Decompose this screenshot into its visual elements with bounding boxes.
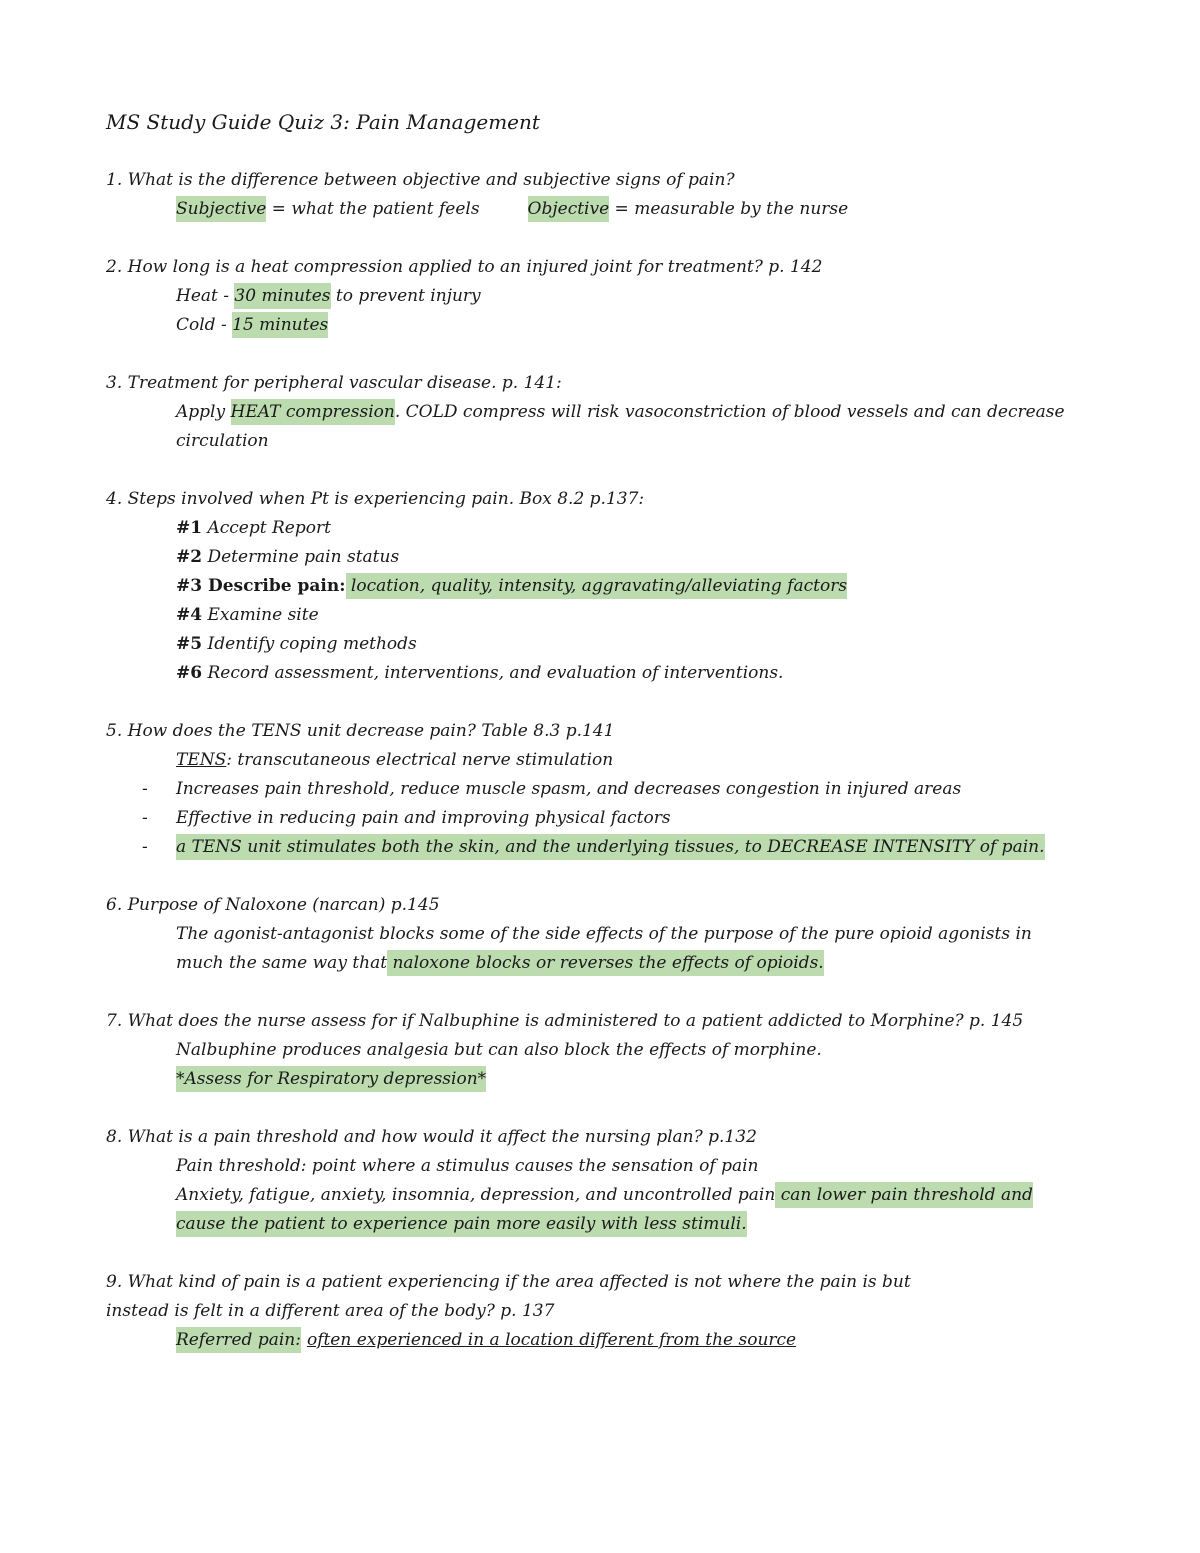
question-7: 7. What does the nurse assess for if Nalbuphine is administered to a patient addicted to Morphine? p. 145 — [106, 1011, 1024, 1031]
question-3: 3. Treatment for peripheral vascular disease. p. 141: — [106, 373, 562, 393]
cold-prefix: Cold - — [176, 315, 233, 335]
dash-bullet: - — [142, 779, 148, 799]
question-8: 8. What is a pain threshold and how would it affect the nursing plan? p.132 — [106, 1127, 757, 1147]
apply-text: Apply — [176, 402, 231, 422]
answer-7-line2 — [106, 1065, 1096, 1094]
dash-bullet: - — [142, 808, 148, 828]
question-9: 9. What kind of pain is a patient experiencing if the area affected is not where the pain is but — [106, 1272, 911, 1292]
step-number: #2 — [176, 547, 203, 567]
bullet-text: Increases pain threshold, reduce muscle spasm, and decreases congestion in injured areas — [176, 779, 962, 799]
step-text: Identify coping methods — [202, 634, 417, 654]
step-4 — [106, 601, 1096, 630]
answer-1 — [106, 195, 1096, 224]
highlight-threshold: can lower pain threshold and — [775, 1182, 1033, 1208]
question-6: 6. Purpose of Naloxone (narcan) p.145 — [106, 895, 440, 915]
step-number: #4 — [176, 605, 203, 625]
highlight-heat-compression: HEAT compression — [231, 399, 395, 425]
step-1 — [106, 514, 1096, 543]
step-6 — [106, 659, 1096, 688]
step-number: #6 — [176, 663, 203, 683]
list-item — [106, 775, 1096, 804]
step-label: Describe pain: — [202, 576, 346, 596]
dash-bullet: - — [142, 837, 148, 857]
bullet-text: Effective in reducing pain and improving physical factors — [176, 808, 671, 828]
highlight-subjective: Subjective — [176, 196, 266, 222]
document-body — [106, 104, 1096, 1355]
step-5 — [106, 630, 1096, 659]
subjective-text: = what the patient feels — [266, 199, 480, 219]
highlight-describe-pain: location, quality, intensity, aggravating/alleviating factors — [346, 573, 848, 599]
highlight-cold-time: 15 minutes — [232, 312, 328, 338]
highlight-heat-time: 30 minutes — [234, 283, 330, 309]
answer-6-line1: The agonist-antagonist blocks some of the side effects of the purpose of the pure opioid agonists in — [176, 924, 1032, 944]
step-3 — [106, 572, 1096, 601]
step-text: Examine site — [202, 605, 319, 625]
objective-text: = measurable by the nurse — [609, 199, 849, 219]
answer-8-line1: Pain threshold: point where a stimulus causes the sensation of pain — [176, 1156, 759, 1176]
answer-3 — [106, 398, 1096, 427]
step-text: Record assessment, interventions, and evaluation of interventions. — [202, 663, 784, 683]
answer-3-rest: . COLD compress will risk vasoconstriction of blood vessels and can decrease — [394, 402, 1065, 422]
step-number: #3 — [176, 576, 203, 596]
document-title: MS Study Guide Quiz 3: Pain Management — [106, 110, 540, 134]
highlight-respiratory: *Assess for Respiratory depression* — [176, 1066, 486, 1092]
highlight-referred-pain: Referred pain: — [176, 1327, 301, 1353]
highlight-tens-effect: a TENS unit stimulates both the skin, and the underlying tissues, to DECREASE INTENSITY of pain. — [176, 834, 1045, 860]
question-1: 1. What is the difference between objective and subjective signs of pain? — [106, 170, 735, 190]
answer-8-prefix: Anxiety, fatigue, anxiety, insomnia, depression, and uncontrolled pain — [176, 1185, 776, 1205]
step-text: Accept Report — [202, 518, 331, 538]
tens-def: : transcutaneous electrical nerve stimulation — [226, 750, 614, 770]
question-5: 5. How does the TENS unit decrease pain? Table 8.3 p.141 — [106, 721, 615, 741]
answer-2-cold — [106, 311, 1096, 340]
answer-8-line3 — [106, 1210, 1096, 1239]
answer-6-prefix: much the same way that — [176, 953, 388, 973]
step-number: #5 — [176, 634, 203, 654]
step-text: Determine pain status — [202, 547, 400, 567]
answer-3-cont: circulation — [176, 431, 269, 451]
step-number: #1 — [176, 518, 203, 538]
step-2 — [106, 543, 1096, 572]
heat-suffix: to prevent injury — [330, 286, 481, 306]
question-4: 4. Steps involved when Pt is experiencing pain. Box 8.2 p.137: — [106, 489, 645, 509]
highlight-objective: Objective — [528, 196, 610, 222]
answer-6-line2 — [106, 949, 1096, 978]
question-9-cont: instead is felt in a different area of the body? p. 137 — [106, 1301, 555, 1321]
highlight-threshold-cont: cause the patient to experience pain more easily with less stimuli. — [176, 1211, 747, 1237]
heat-prefix: Heat - — [176, 286, 235, 306]
answer-9 — [106, 1326, 1096, 1355]
tens-label: TENS — [176, 750, 227, 770]
question-2: 2. How long is a heat compression applied to an injured joint for treatment? p. 142 — [106, 257, 823, 277]
list-item — [106, 833, 1096, 862]
tens-definition — [106, 746, 1096, 775]
list-item — [106, 804, 1096, 833]
referred-pain-definition: often experienced in a location different from the source — [306, 1330, 797, 1350]
answer-7-line1: Nalbuphine produces analgesia but can also block the effects of morphine. — [176, 1040, 822, 1060]
answer-2-heat — [106, 282, 1096, 311]
answer-8-line2 — [106, 1181, 1096, 1210]
highlight-naloxone: naloxone blocks or reverses the effects of opioids. — [387, 950, 824, 976]
